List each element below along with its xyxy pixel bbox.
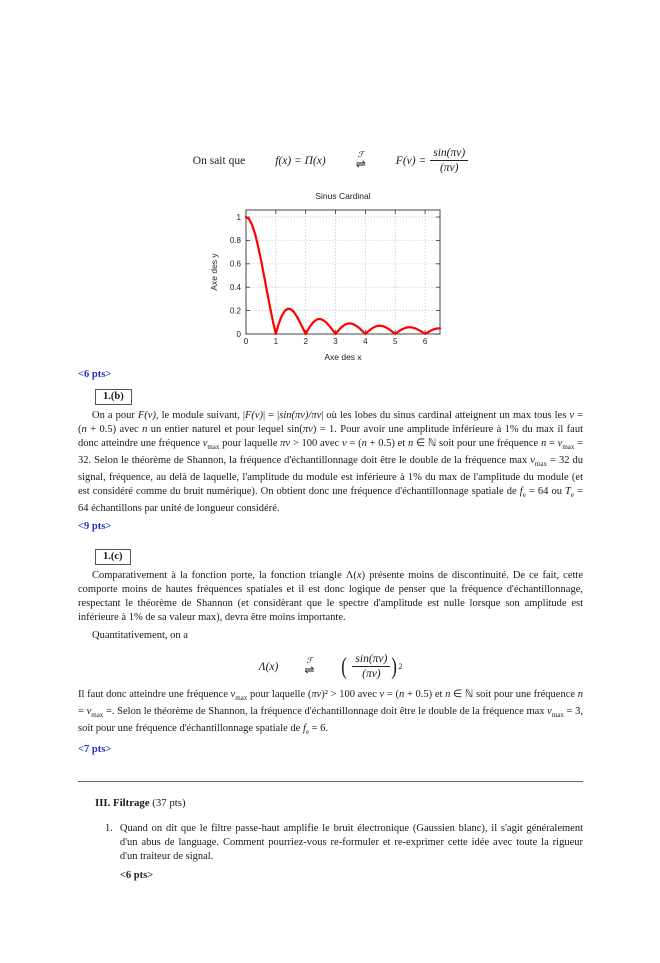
formula-rhs: F(ν) = $\frac{\sin(\pi\nu)}{(\pi\nu)}$ bbox=[396, 146, 468, 176]
answer-paragraph-1c: Comparativement à la fonction porte, la fonction triangle Λ(x) présente moins de discontinuité. De ce fait, cette comporte moins de hautes fréquences spatiales et il est donc logique de penser que la fréquence d'échantillonnage, respectant le théorème de Shannon (et considèrant que le spectre d'amplitude est nulle lorsque son amplitude est inférieure à 1% de sa valeur max), devra être moins importante. bbox=[78, 570, 583, 624]
question-label-1c: 1.(c) bbox=[95, 549, 131, 565]
formula-lead-text: On sait que bbox=[192, 154, 246, 167]
sinc-plot bbox=[206, 188, 456, 364]
x-tick-label: 4 bbox=[362, 336, 368, 346]
formula2-rhs bbox=[340, 652, 402, 682]
y-axis-label: Axe des y bbox=[208, 253, 219, 291]
formula-triangle-transform bbox=[78, 652, 583, 682]
fourier-transform-operator-2 bbox=[304, 657, 314, 676]
fraction: $\frac{\sin(\pi\nu)}{(\pi\nu)}$ bbox=[430, 146, 468, 176]
section-number: III. bbox=[95, 797, 111, 810]
fourier-script-f-2: ℱ bbox=[306, 656, 313, 666]
section-heading bbox=[95, 797, 583, 809]
x-axis-label: Axe des x bbox=[323, 351, 362, 362]
x-tick-label: 2 bbox=[302, 336, 308, 346]
answer-paragraph-1b: On a pour F(ν), le module suivant, |F(ν)| = |sin(πν)/πν| où les lobes du sinus cardinal atteignent un max tous les ν = (n + 0.5) avec n un entier naturel et pour lequel sin(πν) = 1. Pour avoir une amplitude inférieure à 1% du max il faut donc atteindre une fréquence $\nu_{max}$ pour laquelle πν > 100 avec ν = (n + 0.5) et n ∈ ℕ soit pour une fréquence $n = \nu_{max} = 32$. Selon le théorème de Shannon, la fréquence d'échantillonnage doit être le double de la fréquence $\max \nu_{max} = 32$ du signal, fréquence, au delà de laquelle, l'amplitude du module est inférieure à 1% du max de l'amplitude du module (et est considéré comme du bruit numérique). On obtient donc une fréquence d'échantillonnage spatiale de $f_e = 64$ ou $T_e = 64$ échantillons par unité de longueur considéré. bbox=[78, 409, 584, 515]
x-tick-label: 3 bbox=[332, 336, 338, 346]
y-tick-label: 0.6 bbox=[229, 259, 241, 269]
chart-title: Sinus Cardinal bbox=[314, 190, 371, 201]
quantitative-lead: Quantitativement, on a bbox=[92, 630, 188, 642]
y-tick-label: 1 bbox=[236, 212, 241, 222]
points-badge-9: <9 pts> bbox=[78, 521, 112, 533]
y-tick-label: 0.4 bbox=[229, 282, 241, 292]
harpoons-icon: ⇌ bbox=[355, 157, 366, 172]
points-badge-6: <6 pts> bbox=[78, 368, 112, 380]
y-tick-label: 0.8 bbox=[229, 235, 241, 245]
x-tick-label: 6 bbox=[422, 336, 427, 346]
fraction-2: $\frac{\sin(\pi\nu)}{(\pi\nu)}$ bbox=[352, 652, 390, 682]
right-paren: ) bbox=[391, 653, 398, 680]
text-column bbox=[78, 146, 583, 883]
left-paren: ( bbox=[341, 653, 348, 680]
item-text: Quand on dit que le filtre passe-haut amplifie le bruit électronique (Gaussien blanc), il s'agit généralement d'un abus de language. Comment pourriez-vous re-formuler et re-exprimer cette idée avec toute la rigueur d'un traiteur de signal. <6 pts> bbox=[119, 823, 583, 882]
y-tick-label: 0.2 bbox=[229, 306, 241, 316]
question-label-1b: 1.(b) bbox=[95, 389, 132, 405]
chart-container bbox=[78, 188, 583, 364]
x-tick-label: 0 bbox=[243, 336, 248, 346]
x-tick-label: 1 bbox=[273, 336, 278, 346]
item-number: 1. bbox=[105, 823, 113, 835]
fourier-script-f: ℱ bbox=[357, 150, 364, 160]
answer-paragraph-1c-2: Il faut donc atteindre une fréquence $\nu_{max}$ pour laquelle (πν)² > 100 avec ν = (n + 0.5) et n ∈ ℕ soit pour une fréquence $n = \nu_{max}$ =. Selon le théorème de Shannon, la fréquence d'échantillonnage doit être le double de la fréquence $\max \nu_{max} = 3$, soit pour une fréquence d'échantillonnage spatiale de $f_e = 6$. bbox=[78, 688, 584, 737]
x-tick-label: 5 bbox=[392, 336, 397, 346]
question-item-1 bbox=[105, 822, 583, 883]
formula-lhs: f(x) = Π(x) bbox=[275, 154, 326, 167]
points-badge-7: <7 pts> bbox=[78, 744, 112, 756]
sinc-curve bbox=[246, 217, 440, 334]
formula2-lhs: Λ(x) bbox=[258, 660, 279, 673]
section-points: (37 pts) bbox=[152, 797, 186, 810]
fourier-transform-operator bbox=[356, 151, 366, 170]
section-title: Filtrage bbox=[113, 797, 150, 810]
section-divider bbox=[78, 781, 583, 782]
exponent: 2 bbox=[398, 662, 403, 672]
formula-transform-pair bbox=[78, 146, 583, 176]
harpoons-icon-2: ⇌ bbox=[304, 663, 315, 678]
points-badge-6b: <6 pts> bbox=[119, 870, 154, 882]
y-tick-label: 0 bbox=[236, 329, 241, 339]
